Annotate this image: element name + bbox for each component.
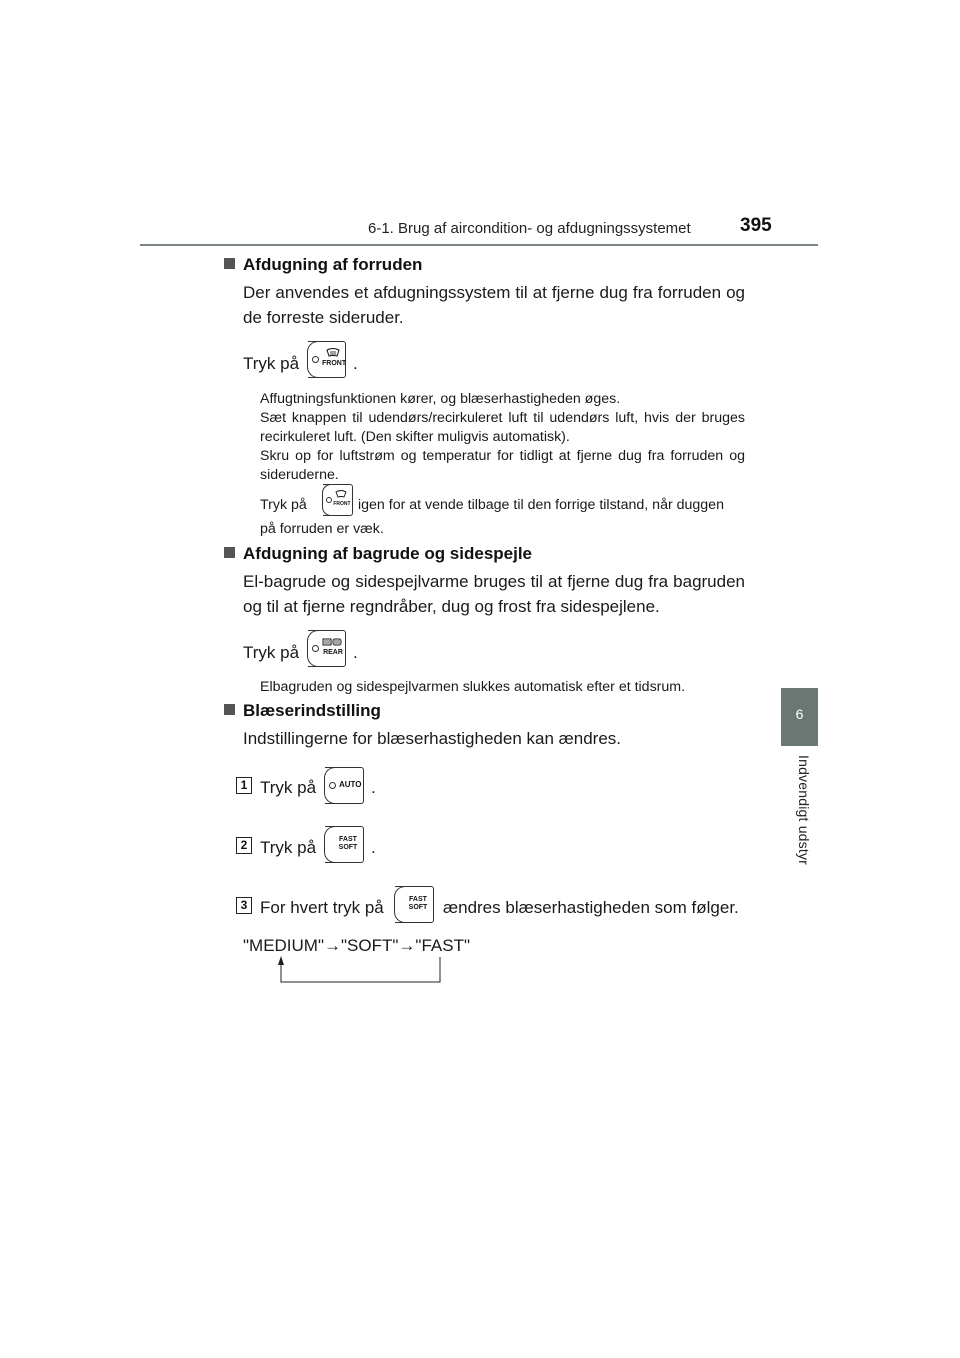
press-instruction-suffix: . (353, 354, 358, 373)
indicator-light-icon (329, 782, 336, 789)
rear-defogger-button-icon (308, 630, 346, 667)
square-bullet-icon (224, 258, 235, 269)
step-3-suffix: ændres blæserhastigheden som følger. (443, 898, 739, 917)
press-instruction-suffix: . (353, 643, 358, 662)
fan-speed-cycle: "MEDIUM"→"SOFT"→"FAST" (243, 936, 470, 955)
square-bullet-icon (224, 704, 235, 715)
section-heading-rear-defog: Afdugning af bagrude og sidespejle (224, 544, 532, 564)
note-line: Affugtningsfunktionen kører, og blæserhastigheden øges. (260, 391, 621, 407)
step-number-1: 1 (236, 777, 252, 794)
windshield-defog-icon (326, 348, 340, 358)
button-label: FRONT (322, 360, 347, 367)
note-press-suffix: igen for at vende tilbage til den forrige tilstand, når duggen (358, 497, 724, 513)
button-label-top: FAST (339, 836, 357, 843)
note-press-prefix: Tryk på (260, 497, 307, 513)
page-number: 395 (740, 215, 772, 236)
rear-window-mirror-defog-icon (322, 638, 342, 647)
button-label-bottom: SOFT (408, 904, 428, 911)
button-label: FRONT (333, 501, 351, 507)
step-1-suffix: . (371, 778, 376, 797)
section-body: El-bagrude og sidespejlvarme bruges til at fjerne dug fra bagruden og til at fjerne regndråber, dug og frost fra sidespejlene. (243, 572, 745, 616)
note-line: Elbagruden og sidespejlvarmen slukkes automatisk efter et tidsrum. (260, 679, 686, 695)
step-number-2: 2 (236, 837, 252, 854)
button-label-top: FAST (409, 896, 427, 903)
windshield-defog-icon (335, 490, 347, 498)
front-defogger-button-small-icon (323, 484, 353, 516)
cycle-return-arrow-icon (270, 955, 445, 985)
button-label: AUTO (339, 780, 362, 789)
fast-soft-button-icon (325, 826, 364, 863)
press-instruction-prefix: Tryk på (243, 643, 300, 662)
chapter-number: 6 (795, 706, 804, 722)
chapter-label: Indvendigt udstyr (796, 755, 812, 866)
note-line: Sæt knappen til udendørs/recirkuleret luft til udendørs luft, hvis der bruges recirkuleret luft. (Den skifter muligvis automatisk). (260, 410, 745, 445)
square-bullet-icon (224, 547, 235, 558)
auto-button-icon (325, 767, 364, 804)
step-1-prefix: Tryk på (260, 778, 317, 797)
press-instruction-prefix: Tryk på (243, 354, 300, 373)
section-heading-front-defog: Afdugning af forruden (224, 255, 422, 275)
indicator-light-icon (326, 497, 332, 503)
step-2-prefix: Tryk på (260, 838, 317, 857)
button-label: REAR (323, 649, 343, 656)
step-number-3: 3 (236, 897, 252, 914)
header-rule (140, 244, 818, 246)
section-body: Indstillingerne for blæserhastigheden kan ændres. (243, 729, 622, 748)
note-line: på forruden er væk. (260, 521, 384, 537)
step-3-prefix: For hvert tryk på (260, 898, 384, 917)
indicator-light-icon (312, 645, 319, 652)
section-heading-fan-setting: Blæserindstilling (224, 701, 381, 721)
section-body: Der anvendes et afdugningssystem til at fjerne dug fra forruden og de forreste sideruder. (243, 283, 745, 327)
indicator-light-icon (312, 356, 319, 363)
chapter-title: 6-1. Brug af aircondition- og afdugningssystemet (368, 220, 691, 237)
front-defogger-button-icon (308, 341, 346, 378)
note-line: Skru op for luftstrøm og temperatur for tidligt at fjerne dug fra forruden og sideruderne. (260, 448, 745, 483)
fast-soft-button-icon (395, 886, 434, 923)
chapter-tab (781, 688, 818, 746)
step-2-suffix: . (371, 838, 376, 857)
button-label-bottom: SOFT (338, 844, 358, 851)
note-block (260, 390, 745, 485)
